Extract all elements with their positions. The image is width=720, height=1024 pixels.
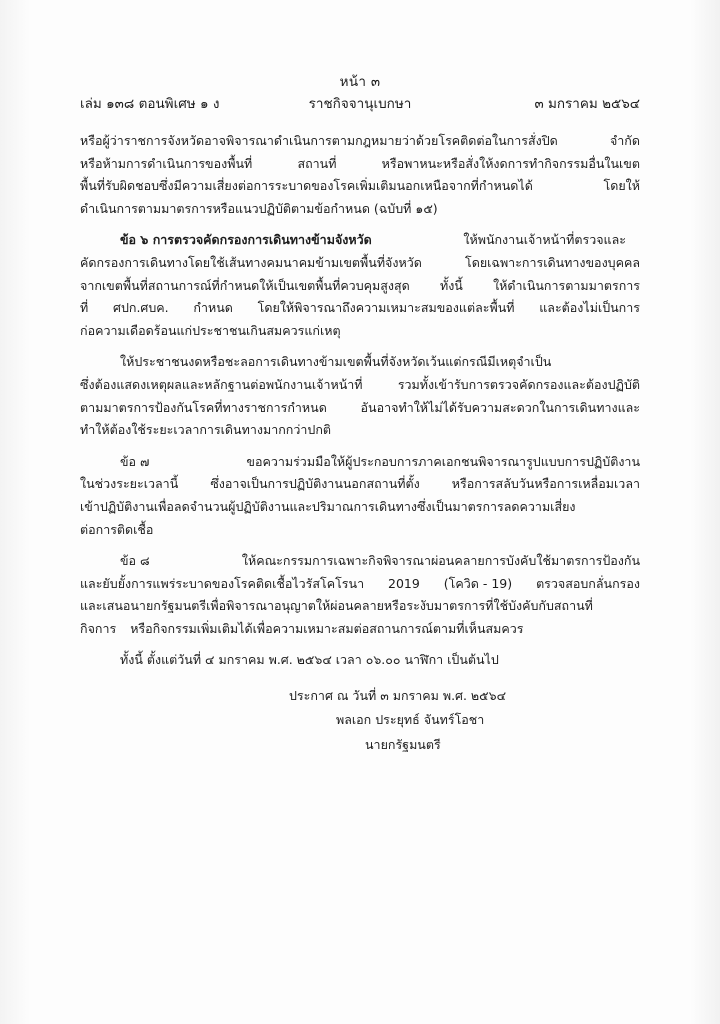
text-segment: ทำให้ต้องใช้ระยะเวลาการเดินทางมากกว่าปกติ [80,422,332,438]
text-line [80,550,640,573]
text-line [80,419,640,442]
text-segment: ให้คณะกรรมการเฉพาะกิจพิจารณาผ่อนคลายการบังคับใช้มาตรการป้องกัน [241,553,640,569]
text-line [80,252,640,275]
document-body [80,130,640,672]
text-segment: โดยให้ [603,178,640,194]
gazette-header [80,92,640,112]
text-segment: โดยให้พิจารณาถึงความเหมาะสมของแต่ละพื้นที่ [257,300,515,316]
paragraph-gap [80,442,640,451]
text-segment: ศปก.ศบค. [113,300,169,316]
text-segment: หรือผู้ว่าราชการจังหวัดอาจพิจารณาดำเนินการตามกฎหมายว่าด้วยโรคติดต่อในการสั่งปิด [80,133,558,148]
text-segment: หรือกิจกรรมเพิ่มเติมได้เพื่อความเหมาะสมต่อสถานการณ์ตามที่เห็นสมควร [130,620,524,636]
text-line [80,198,640,221]
text-segment: ทั้งนี้ [439,277,463,293]
paragraph-gap [80,541,640,550]
text-segment: ให้ประชาชนงดหรือชะลอการเดินทางข้ามเขตพื้นที่จังหวัดเว้นแต่กรณีมีเหตุจำเป็น [120,354,552,370]
text-segment: ตามมาตรการป้องกันโรคที่ทางราชการกำหนด [80,399,327,415]
text-segment: กิจการ [80,620,117,636]
text-segment: ขอความร่วมมือให้ผู้ประกอบการภาคเอกชนพิจารณารูปแบบการปฏิบัติงาน [246,453,640,469]
text-segment: อันอาจทำให้ไม่ได้รับความสะดวกในการเดินทางและ [360,399,640,415]
text-segment: ซึ่งอาจเป็นการปฏิบัติงานนอกสถานที่ตั้ง [210,476,420,492]
text-line [80,130,640,153]
text-line [80,618,640,641]
text-segment: (โควิด - 19) [443,575,513,591]
volume-info: เล่ม ๑๓๘ ตอนพิเศษ ๑ ง [80,96,220,112]
text-segment: หรือห้ามการดำเนินการของพื้นที่ [80,155,253,171]
text-line [80,451,640,474]
paragraph [80,550,640,640]
paragraph-gap [80,342,640,351]
text-line [80,374,640,397]
text-line [80,573,640,596]
text-line [80,297,640,320]
clause-heading: ข้อ ๖ การตรวจคัดกรองการเดินทางข้ามจังหวัด [120,232,372,248]
text-segment: ก่อความเดือดร้อนแก่ประชาชนเกินสมควรแก่เหตุ [80,322,341,338]
text-line [80,397,640,420]
paragraph [80,649,640,672]
header-date: ๓ มกราคม ๒๕๖๔ [534,96,640,112]
text-segment: ในช่วงระยะเวลานี้ [80,476,179,492]
text-segment: จำกัด [609,133,640,148]
text-line [80,229,640,252]
text-segment: ทั้งนี้ ตั้งแต่วันที่ ๔ มกราคม พ.ศ. ๒๕๖๔ เวลา ๐๖.๐๐ นาฬิกา เป็นต้นไป [120,652,499,668]
text-segment: หรือการสลับวันหรือการเหลื่อมเวลา [451,476,640,492]
page-number: หน้า ๓ [339,74,381,90]
publication-name: ราชกิจจานุเบกษา [308,96,412,112]
text-line [80,153,640,176]
paragraph [80,351,640,441]
text-line [80,519,640,542]
text-line [80,473,640,496]
text-segment: 2019 [388,575,420,591]
text-line [80,275,640,298]
text-line [80,496,640,519]
text-segment: หรือพาหนะหรือสั่งให้งดการทำกิจกรรมอื่นในเขต [381,155,640,171]
text-segment: ให้ดำเนินการตามมาตรการ [493,277,640,293]
text-segment: กำหนด [193,300,233,316]
text-line [80,351,640,374]
text-segment: ตรวจสอบกลั่นกรอง [536,575,640,591]
text-segment: คัดกรองการเดินทางโดยใช้เส้นทางคมนาคมข้ามเขตพื้นที่จังหวัด [80,254,422,270]
paragraph-gap [80,640,640,649]
text-segment: ดำเนินการตามมาตรการหรือแนวปฏิบัติตามข้อกำหนด (ฉบับที่ ๑๕) [80,200,438,216]
text-segment: ข้อ ๘ [120,553,150,569]
paragraph [80,130,640,220]
text-segment: รวมทั้งเข้ารับการตรวจคัดกรองและต้องปฏิบัติ [397,376,640,392]
text-segment: ซึ่งต้องแสดงเหตุผลและหลักฐานต่อพนักงานเจ้าหน้าที่ [80,376,363,392]
text-segment: และเสนอนายกรัฐมนตรีเพื่อพิจารณาอนุญาตให้ผ่อนคลายหรือระงับมาตรการที่ใช้บังคับกับสถานที่ [80,598,593,614]
text-line [80,320,640,343]
paragraph [80,451,640,541]
text-segment: ให้พนักงานเจ้าหน้าที่ตรวจและ [463,232,626,248]
text-segment: และยับยั้งการแพร่ระบาดของโรคติดเชื้อไวรัสโคโรนา [80,575,365,591]
text-segment: ที่ [80,300,89,316]
signatory-title: นายกรัฐมนตรี [365,737,441,752]
text-segment: จากเขตพื้นที่สถานการณ์ที่กำหนดให้เป็นเขตพื้นที่ควบคุมสูงสุด [80,277,410,293]
announcement-date: ประกาศ ณ วันที่ ๓ มกราคม พ.ศ. ๒๕๖๔ [289,688,507,703]
paragraph [80,229,640,342]
text-line [80,175,640,198]
text-segment: พื้นที่รับผิดชอบซึ่งมีความเสี่ยงต่อการระบาดของโรคเพิ่มเติมนอกเหนือจากที่กำหนดได้ [80,178,533,194]
text-segment: ข้อ ๗ [120,453,150,469]
paragraph-gap [80,220,640,229]
text-segment: และต้องไม่เป็นการ [539,300,640,316]
signatory-name: พลเอก ประยุทธ์ จันทร์โอชา [336,712,485,727]
text-line [80,649,640,672]
text-segment: สถานที่ [297,155,337,171]
text-segment: โดยเฉพาะการเดินทางของบุคคล [465,254,640,270]
text-segment: ต่อการติดเชื้อ [80,521,154,537]
text-line [80,595,640,618]
text-segment: เข้าปฏิบัติงานเพื่อลดจำนวนผู้ปฏิบัติงานและปริมาณการเดินทางซึ่งเป็นมาตรการลดความเสี่ยง [80,498,576,514]
